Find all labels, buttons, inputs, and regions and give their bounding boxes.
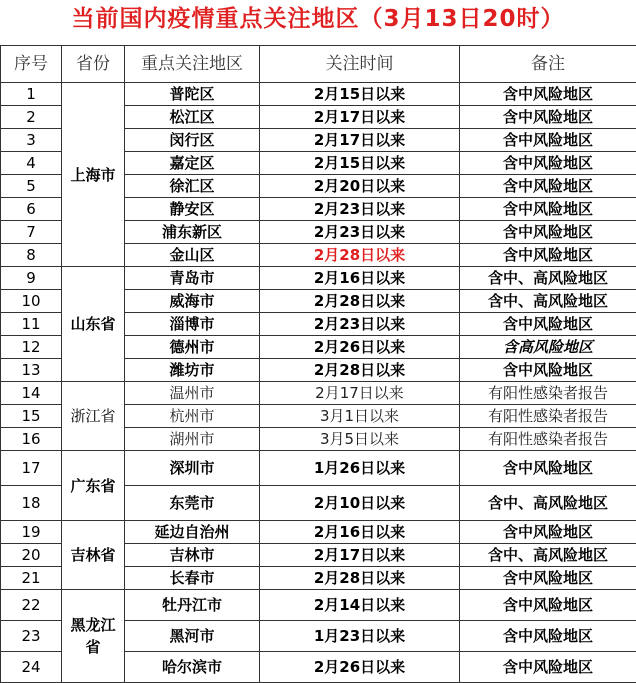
note-cell: 含中风险地区 — [460, 221, 636, 244]
area-cell: 湖州市 — [125, 428, 260, 451]
note-cell: 含中风险地区 — [460, 244, 636, 267]
time-cell: 2月17日以来 — [260, 129, 460, 152]
focus-areas-table — [0, 45, 636, 683]
area-cell: 闵行区 — [125, 129, 260, 152]
header-time: 关注时间 — [260, 46, 460, 83]
note-cell: 含中风险地区 — [460, 313, 636, 336]
time-cell: 2月28日以来 — [260, 567, 460, 590]
area-cell: 哈尔滨市 — [125, 652, 260, 683]
time-cell: 2月23日以来 — [260, 313, 460, 336]
row-index: 8 — [1, 244, 62, 267]
area-cell: 威海市 — [125, 290, 260, 313]
note-cell: 含中、高风险地区 — [460, 486, 636, 521]
time-cell: 2月16日以来 — [260, 521, 460, 544]
row-index: 21 — [1, 567, 62, 590]
row-index: 5 — [1, 175, 62, 198]
time-cell: 2月17日以来 — [260, 382, 460, 405]
header-province: 省份 — [62, 46, 125, 83]
time-cell: 2月28日以来 — [260, 290, 460, 313]
table-row — [1, 83, 636, 106]
area-cell: 浦东新区 — [125, 221, 260, 244]
time-cell: 2月23日以来 — [260, 198, 460, 221]
header-area: 重点关注地区 — [125, 46, 260, 83]
note-cell: 有阳性感染者报告 — [460, 405, 636, 428]
province-cell: 上海市 — [62, 83, 125, 267]
note-cell: 含中风险地区 — [460, 129, 636, 152]
time-cell: 2月14日以来 — [260, 590, 460, 621]
area-cell: 松江区 — [125, 106, 260, 129]
area-cell: 深圳市 — [125, 451, 260, 486]
area-cell: 普陀区 — [125, 83, 260, 106]
area-cell: 金山区 — [125, 244, 260, 267]
header-row — [1, 46, 636, 83]
area-cell: 淄博市 — [125, 313, 260, 336]
row-index: 11 — [1, 313, 62, 336]
time-cell-highlight: 2月28日以来 — [260, 244, 460, 267]
time-cell: 2月17日以来 — [260, 106, 460, 129]
area-cell: 静安区 — [125, 198, 260, 221]
area-cell: 德州市 — [125, 336, 260, 359]
note-cell: 含高风险地区 — [460, 336, 636, 359]
note-cell: 含中风险地区 — [460, 198, 636, 221]
note-cell: 含中风险地区 — [460, 590, 636, 621]
time-cell: 1月26日以来 — [260, 451, 460, 486]
time-cell: 1月23日以来 — [260, 621, 460, 652]
area-cell: 牡丹江市 — [125, 590, 260, 621]
row-index: 2 — [1, 106, 62, 129]
province-cell: 山东省 — [62, 267, 125, 382]
header-index: 序号 — [1, 46, 62, 83]
row-index: 3 — [1, 129, 62, 152]
row-index: 24 — [1, 652, 62, 683]
row-index: 10 — [1, 290, 62, 313]
row-index: 18 — [1, 486, 62, 521]
row-index: 7 — [1, 221, 62, 244]
table-row — [1, 382, 636, 405]
area-cell: 青岛市 — [125, 267, 260, 290]
note-cell: 含中风险地区 — [460, 652, 636, 683]
table-row — [1, 590, 636, 621]
area-cell: 黑河市 — [125, 621, 260, 652]
note-cell: 含中风险地区 — [460, 451, 636, 486]
row-index: 23 — [1, 621, 62, 652]
time-cell: 2月26日以来 — [260, 652, 460, 683]
area-cell: 嘉定区 — [125, 152, 260, 175]
area-cell: 温州市 — [125, 382, 260, 405]
table-row — [1, 451, 636, 486]
note-cell: 含中风险地区 — [460, 359, 636, 382]
time-cell: 2月28日以来 — [260, 359, 460, 382]
row-index: 9 — [1, 267, 62, 290]
row-index: 1 — [1, 83, 62, 106]
time-cell: 2月16日以来 — [260, 267, 460, 290]
row-index: 6 — [1, 198, 62, 221]
area-cell: 延边自治州 — [125, 521, 260, 544]
time-cell: 2月20日以来 — [260, 175, 460, 198]
row-index: 15 — [1, 405, 62, 428]
row-index: 17 — [1, 451, 62, 486]
row-index: 19 — [1, 521, 62, 544]
area-cell: 潍坊市 — [125, 359, 260, 382]
area-cell: 长春市 — [125, 567, 260, 590]
page-title: 当前国内疫情重点关注地区（3月13日20时） — [71, 6, 565, 32]
note-cell: 含中风险地区 — [460, 152, 636, 175]
time-cell: 2月26日以来 — [260, 336, 460, 359]
row-index: 16 — [1, 428, 62, 451]
note-cell: 含中、高风险地区 — [460, 290, 636, 313]
note-cell: 含中风险地区 — [460, 567, 636, 590]
time-cell: 3月5日以来 — [260, 428, 460, 451]
note-cell: 含中风险地区 — [460, 83, 636, 106]
note-cell: 含中、高风险地区 — [460, 544, 636, 567]
area-cell: 徐汇区 — [125, 175, 260, 198]
row-index: 12 — [1, 336, 62, 359]
note-cell: 含中风险地区 — [460, 106, 636, 129]
row-index: 20 — [1, 544, 62, 567]
province-label: 黑龙江省 — [70, 616, 116, 656]
province-cell: 吉林省 — [62, 521, 125, 590]
province-cell: 广东省 — [62, 451, 125, 521]
note-cell: 含中风险地区 — [460, 175, 636, 198]
time-cell: 2月15日以来 — [260, 83, 460, 106]
note-cell: 含中、高风险地区 — [460, 267, 636, 290]
time-cell: 2月23日以来 — [260, 221, 460, 244]
province-cell: 浙江省 — [62, 382, 125, 451]
note-cell: 有阳性感染者报告 — [460, 428, 636, 451]
time-cell: 3月1日以来 — [260, 405, 460, 428]
note-cell: 含中风险地区 — [460, 621, 636, 652]
area-cell: 杭州市 — [125, 405, 260, 428]
time-cell: 2月17日以来 — [260, 544, 460, 567]
area-cell: 吉林市 — [125, 544, 260, 567]
row-index: 22 — [1, 590, 62, 621]
time-cell: 2月10日以来 — [260, 486, 460, 521]
area-cell: 东莞市 — [125, 486, 260, 521]
table-row — [1, 521, 636, 544]
header-note: 备注 — [460, 46, 636, 83]
note-cell: 有阳性感染者报告 — [460, 382, 636, 405]
row-index: 14 — [1, 382, 62, 405]
note-cell: 含中风险地区 — [460, 521, 636, 544]
table-row — [1, 267, 636, 290]
row-index: 13 — [1, 359, 62, 382]
row-index: 4 — [1, 152, 62, 175]
province-cell — [62, 590, 125, 683]
time-cell: 2月15日以来 — [260, 152, 460, 175]
